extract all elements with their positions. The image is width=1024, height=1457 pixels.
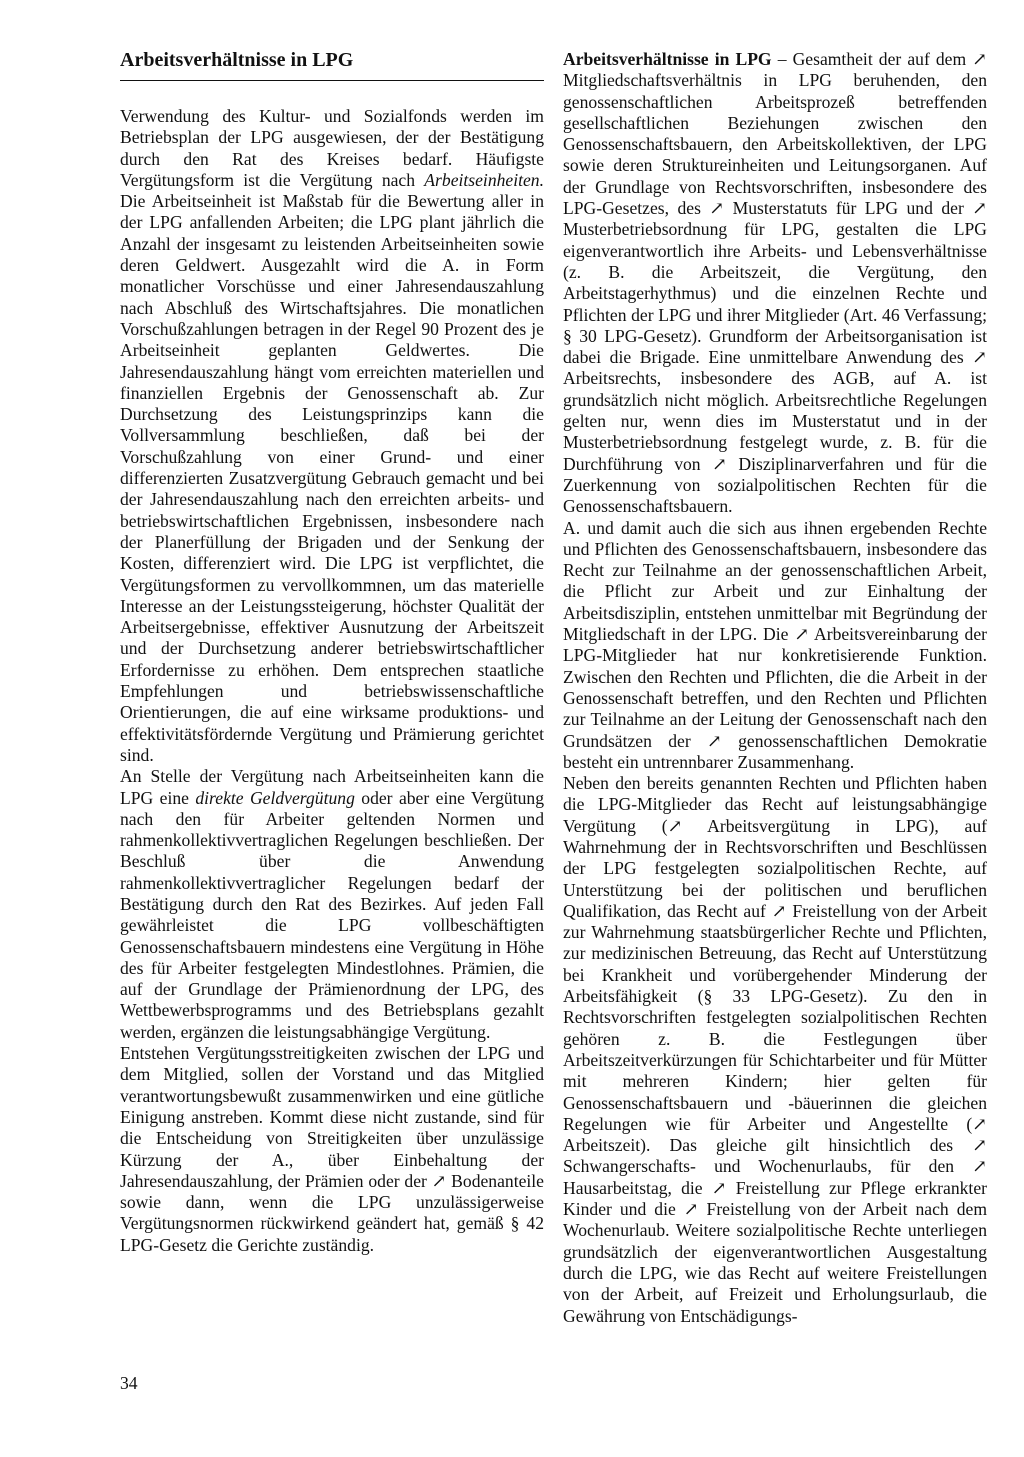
left-paragraph-1 [120,106,544,766]
right-p1-text: – Gesamtheit der auf dem ↗ Mitgliedschaftsverhältnis in LPG beruhenden, den genossenschaftlichen Arbeitsprozeß betreffenden gesellschaftlichen Beziehungen zwischen den Genossenschaftsbauern, den Arbeitskollektiven, der LPG sowie deren Struktureinheiten und Leitungsorganen. Auf der Grundlage von Rechtsvorschriften, insbesondere des LPG-Gesetzes, des ↗ Musterstatuts für LPG und der ↗ Musterbetriebsordnung für LPG, gestalten die LPG eigenverantwortlich ihre Arbeits- und Lebensverhältnisse (z. B. die Arbeitszeit, die Vergütung, den Arbeitstagerhythmus) und die einzelnen Rechte und Pflichten der LPG und ihrer Mitglieder (Art. 46 Verfassung; § 30 LPG-Gesetz). Grundform der Arbeitsorganisation ist dabei die Brigade. Eine unmittelbare Anwendung des ↗ Arbeitsrechts, insbesondere des AGB, auf A. ist grundsätzlich nicht möglich. Arbeitsrechtliche Regelungen gelten nur, wenn dies im Musterstatut und in der Musterbetriebsordnung festgelegt wurde, z. B. für die Durchführung von ↗ Disziplinarverfahren und für die Zuerkennung von sozialpolitischen Rechten für die Genossenschaftsbauern. [563,49,987,517]
left-p1-emphasis: Arbeitseinheiten. [424,169,544,190]
left-column [120,106,544,1256]
left-p1-text-rest: Die Arbeitseinheit ist Maßstab für die Bewertung aller in der LPG anfallenden Arbeiten; die LPG plant jährlich die Anzahl der insgesamt zu leistenden Arbeitseinheiten sowie deren Geldwert. Ausgezahlt wird die A. in Form monatlicher Vorschüsse und einer Jahresendauszahlung nach Abschluß des Wirtschaftsjahres. Die monatlichen Vorschußzahlungen betragen in der Regel 90 Prozent des je Arbeitseinheit geplanten Geldwertes. Die Jahresendauszahlung hängt vom erreichten materiellen und finanziellen Ergebnis der Genossenschaft ab. Zur Durchsetzung des Leistungsprinzips kann die Vollversammlung beschließen, daß bei der Vorschußzahlung von einer Grund- und einer differenzierten Zusatzvergütung Gebrauch gemacht und bei der Jahresendauszahlung nach den erreichten arbeits- und betriebswirtschaftlichen Ergebnissen, insbesondere nach der Planerfüllung der Brigaden und der Senkung der Kosten, differenziert wird. Die LPG ist verpflichtet, die Vergütungsformen zu vervollkommnen, um das materielle Interesse an der Leistungssteigerung, höchster Qualität der Arbeitsergebnisse, effektiver Ausnutzung der Arbeitszeit und der Durchsetzung anderer betriebswirtschaftlicher Erfordernisse zu erhöhen. Dem entsprechen staatliche Empfehlungen und betriebswissenschaftliche Orientierungen, die auf eine wirksame produktions- und effektivitätsfördernde Vergütung und Prämierung gerichtet sind. [120,191,544,765]
left-p1-text: Verwendung des Kultur- und Sozialfonds werden im Betriebsplan der LPG ausgewiesen, der der Bestätigung durch den Rat des Kreises bedarf. Häufigste Vergütungsform ist die Vergütung nach [120,106,544,190]
left-paragraph-3: Entstehen Vergütungsstreitigkeiten zwischen der LPG und dem Mitglied, sollen der Vorstand und das Mitglied verantwortungsbewußt zusammenwirken und eine gütliche Einigung anstreben. Kommt diese nicht zustande, sind für die Entscheidung von Streitigkeiten über unzulässige Kürzung der A., über Einbehaltung der Jahresendauszahlung, der Prämien oder der ↗ Bodenanteile sowie dann, wenn die LPG unzulässigerweise Vergütungsnormen rückwirkend geändert hat, gemäß § 42 LPG-Gesetz die Gerichte zuständig. [120,1043,544,1255]
running-head: Arbeitsverhältnisse in LPG [120,48,544,81]
right-paragraph-2: A. und damit auch die sich aus ihnen ergebenden Rechte und Pflichten des Genossenschaftsbauern, insbesondere das Recht zur Teilnahme an der genossenschaftlichen Arbeit, die Pflicht zur Arbeit und zur Einhaltung der Arbeitsdisziplin, entstehen unmittelbar mit Begründung der Mitgliedschaft in der LPG. Die ↗ Arbeitsvereinbarung der LPG-Mitglieder hat nur konkretisierende Funktion. Zwischen den Rechten und Pflichten, die die Arbeit in der Genossenschaft betreffen, und den Rechten und Pflichten zur Teilnahme an der Leitung der Genossenschaft nach den Grundsätzen der ↗ genossenschaftlichen Demokratie besteht ein untrennbarer Zusammenhang. [563,517,987,772]
left-p2-text: An Stelle der Vergütung nach Arbeitseinheiten kann die LPG eine [120,766,544,808]
right-column [563,49,987,1327]
right-paragraph-3: Neben den bereits genannten Rechten und Pflichten haben die LPG-Mitglieder das Recht auf leistungsabhängige Vergütung (↗ Arbeitsvergütung in LPG), auf Wahrnehmung der in Rechtsvorschriften und Beschlüssen der LPG festgelegten sozialpolitischen Rechte, auf Unterstützung bei der politischen und beruflichen Qualifikation, das Recht auf ↗ Freistellung von der Arbeit zur Wahrnehmung staatsbürgerlicher Rechte und Pflichten, zur medizinischen Betreuung, das Recht auf Unterstützung bei Krankheit und vorübergehender Minderung der Arbeitsfähigkeit (§ 33 LPG-Gesetz). Zu den in Rechtsvorschriften festgelegten sozialpolitischen Rechten gehören z. B. die Festlegungen über Arbeitszeitverkürzungen für Schichtarbeiter und für Mütter mit mehreren Kindern; hier gelten für Genossenschaftsbauern und -bäuerinnen die gleichen Regelungen wie für Arbeiter und Angestellte (↗ Arbeitszeit). Das gleiche gilt hinsichtlich des ↗ Schwangerschafts- und Wochenurlaubs, für den ↗ Hausarbeitstag, die ↗ Freistellung zur Pflege erkrankter Kinder und die ↗ Freistellung von der Arbeit nach dem Wochenurlaub. Weitere sozialpolitische Rechte unterliegen grundsätzlich der eigenverantwortlichen Ausgestaltung durch die LPG, wie das Recht auf weitere Freistellungen von der Arbeit, auf Freizeit und Erholungsurlaub, die Gewährung von Entschädigungs- [563,773,987,1326]
entry-headword: Arbeitsverhältnisse in LPG [563,49,772,69]
left-p2-emphasis: direkte Geldvergütung [195,787,355,808]
page-number: 34 [120,1373,138,1393]
left-paragraph-2 [120,766,544,1043]
right-paragraph-1 [563,49,987,518]
left-p2-text-rest: oder aber eine Vergütung nach den für Arbeiter geltenden Normen und rahmenkollektivvertraglichen Regelungen beschließen. Der Beschluß über die Anwendung rahmenkollektivvertraglicher Regelungen bedarf der Bestätigung durch den Rat des Bezirkes. Auf jeden Fall gewährleistet die LPG vollbeschäftigten Genossenschaftsbauern mindestens eine Vergütung in Höhe des für Arbeiter festgelegten Mindestlohnes. Prämien, die auf der Grundlage der Prämienordnung der LPG, des Wettbewerbsprogramms und des Betriebsplans gezahlt werden, ergänzen die leistungsabhängige Vergütung. [120,787,545,1042]
